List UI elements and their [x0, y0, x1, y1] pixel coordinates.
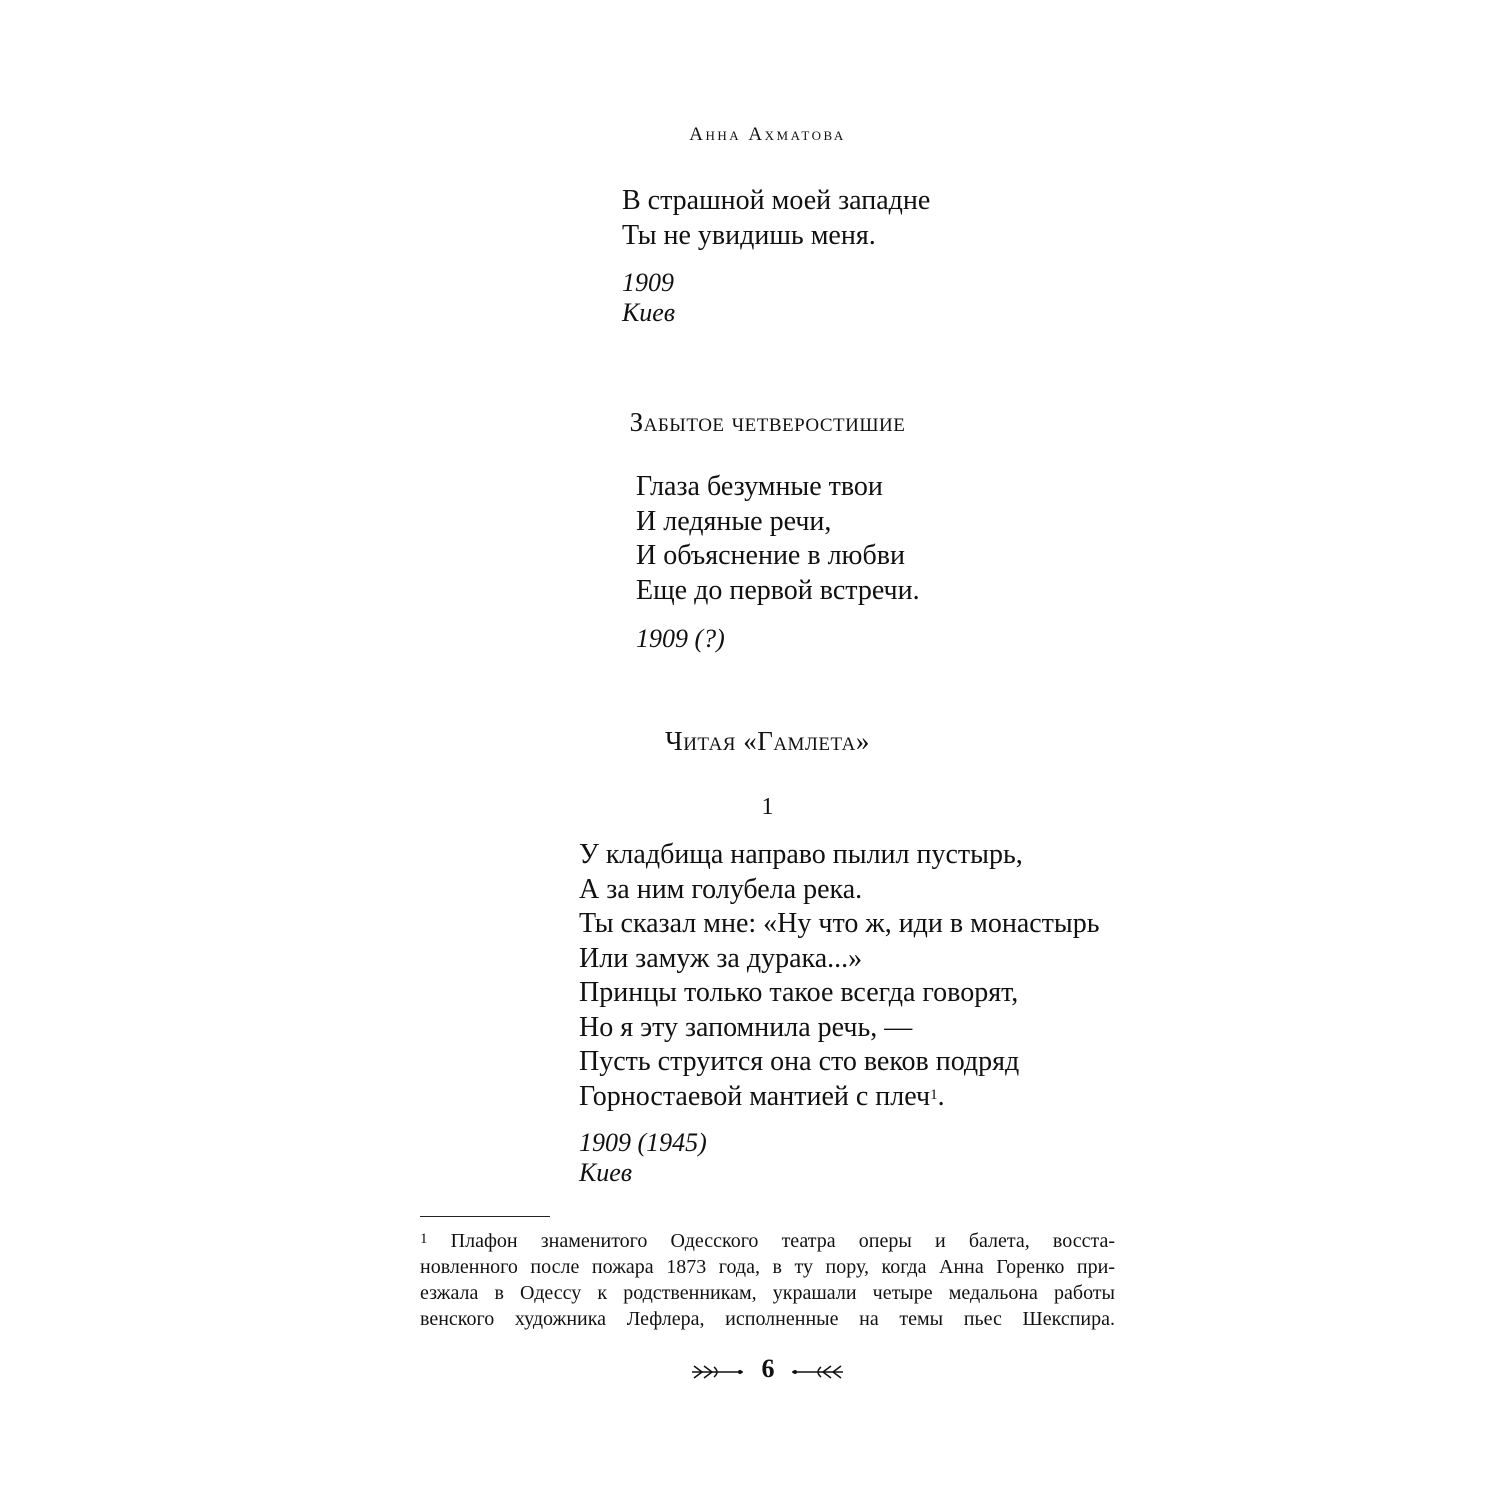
footnote-line	[420, 1228, 1115, 1254]
verse-line: Принцы только такое всегда говорят,	[579, 977, 1019, 1008]
running-head: Анна Ахматова	[689, 124, 846, 145]
verse-line: Еще до первой встречи.	[636, 574, 920, 606]
poem-date: 1909 (1945)	[579, 1128, 707, 1157]
verse-line: А за ним голубела река.	[579, 873, 863, 905]
footnote-line-last: венского художника Лефлера, исполненные на темы пьес Шекспира.	[420, 1308, 1115, 1330]
verse-line: Пусть струится она сто веков подряд	[579, 1046, 1020, 1077]
right-ornament-icon	[790, 1364, 845, 1380]
verse-line: Или замуж за дурака...»	[579, 942, 863, 974]
left-ornament-icon	[690, 1364, 745, 1380]
footnote-line: езжала в Одессу к родственникам, украшали четыре медальона работы	[420, 1282, 1115, 1304]
poem-title: Забытое четверостишие	[629, 407, 906, 437]
footnote-text: Плафон знаменитого Одесского театра оперы и балета, восста-	[450, 1230, 1115, 1252]
verse-line: У кладбища направо пылил пустырь,	[579, 839, 1023, 870]
poem-place: Киев	[622, 298, 676, 327]
page-number: 6	[761, 1354, 775, 1383]
footnote-mark: 1	[420, 1231, 428, 1247]
verse-line: И объяснение в любви	[636, 540, 905, 571]
footnote-line: новленного после пожара 1873 года, в ту пору, когда Анна Горенко при-	[420, 1256, 1115, 1278]
poem-date: 1909 (?)	[636, 624, 725, 653]
part-number: 1	[761, 794, 774, 820]
footnote-rule	[420, 1216, 550, 1217]
poem-title: Читая «Гамлета»	[665, 726, 870, 756]
poem-place: Киев	[579, 1158, 633, 1187]
poem-ending	[622, 184, 930, 253]
verse-line-punctuation: .	[937, 1080, 945, 1112]
poem-body	[636, 470, 920, 608]
verse-line-text: Горностаевой мантией с плеч	[579, 1080, 931, 1112]
footnote	[420, 1228, 1115, 1332]
verse-line: И ледяные речи,	[636, 505, 832, 537]
poem-ending-dateline	[622, 268, 675, 328]
page-folio	[690, 1354, 845, 1390]
verse-line-last	[579, 1080, 1100, 1115]
verse-line: В страшной моей западне	[622, 185, 931, 216]
poem-dateline	[579, 1128, 707, 1188]
poem-body	[579, 838, 1100, 1114]
footnote-reference[interactable]: 1	[930, 1086, 938, 1103]
verse-line: Но я эту запомнила речь, —	[579, 1011, 913, 1043]
verse-line: Ты не увидишь меня.	[622, 219, 876, 251]
verse-line: Глаза безумные твои	[636, 471, 883, 502]
verse-line: Ты сказал мне: «Ну что ж, иди в монастырь	[579, 908, 1100, 939]
poem-date: 1909	[622, 268, 674, 297]
